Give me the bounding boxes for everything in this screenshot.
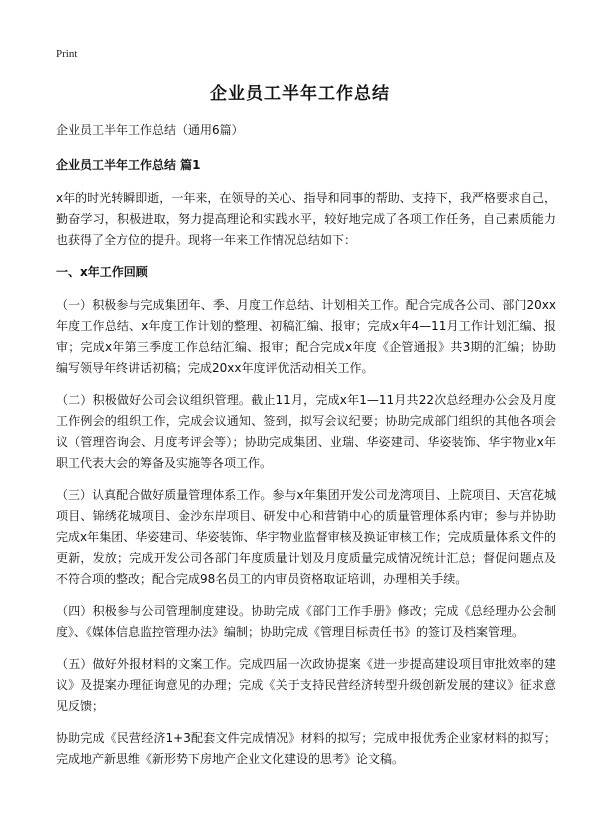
- document-subtitle: 企业员工半年工作总结（通用6篇）: [56, 123, 244, 137]
- section-heading: 企业员工半年工作总结 篇1: [56, 158, 201, 172]
- part1-heading: 一、x年工作回顾: [56, 265, 148, 279]
- paragraph-2: （二）积极做好公司会议组织管理。截止11月，完成x年1—11月共22次总经理办公会及月度工作例会的组织工作，完成会议通知、签到，拟写会议纪要；协助完成部门组织的其他各项会议（管理咨询会、月度考评会等）；协助完成集团、业瑞、华姿建司、华姿装饰、华宇物业x年职工代表大会的筹备及实施等各项工作。: [56, 393, 556, 470]
- intro-paragraph: x年的时光转瞬即逝，一年来，在领导的关心、指导和同事的帮助、支持下，我严格要求自己，勤奋学习，积极进取，努力提高理论和实践水平，较好地完成了各项工作任务，自己素质能力也获得了全方位的提升。现将一年来工作情况总结如下：: [56, 191, 556, 247]
- document-body: [56, 120, 556, 781]
- print-label[interactable]: Print: [56, 48, 78, 60]
- paragraph-5: （五）做好外报材料的文案工作。完成四届一次政协提案《进一步提高建设项目审批效率的建议》及提案办理征询意见的办理；完成《关于支持民营经济转型升级创新发展的建议》征求意见反馈；: [56, 657, 556, 713]
- paragraph-6: 协助完成《民营经济1+3配套文件完成情况》材料的拟写；完成申报优秀企业家材料的拟写；完成地产新思维《新形势下房地产企业文化建设的思考》论文稿。: [56, 731, 556, 766]
- paragraph-1: （一）积极参与完成集团年、季、月度工作总结、计划相关工作。配合完成各公司、部门20xx年度工作总结、x年度工作计划的整理、初稿汇编、报审；完成x年4—11月工作计划汇编、报审；完成x年第三季度工作总结汇编、报审；配合完成x年度《企管通报》共3期的汇编；协助编写领导年终讲话初稿；完成20xx年度评优活动相关工作。: [56, 298, 556, 375]
- paragraph-3: （三）认真配合做好质量管理体系工作。参与x年集团开发公司龙湾项目、上院项目、天宫花城项目、锦绣花城项目、金沙东岸项目、研发中心和营销中心的质量管理体系内审；参与并协助完成x年集团、华姿建司、华姿装饰、华宇物业监督审核及换证审核工作；完成质量体系文件的更新，发放；完成开发公司各部门年度质量计划及月度质量完成情况统计汇总；督促问题点及不符合项的整改；配合完成98名员工的内审员资格取证培训，办理相关手续。: [56, 488, 556, 586]
- paragraph-4: （四）积极参与公司管理制度建设。协助完成《部门工作手册》修改；完成《总经理办公会制度》、《媒体信息监控管理办法》编制；协助完成《管理目标责任书》的签订及档案管理。: [56, 604, 556, 639]
- document-title: 企业员工半年工作总结: [210, 84, 390, 104]
